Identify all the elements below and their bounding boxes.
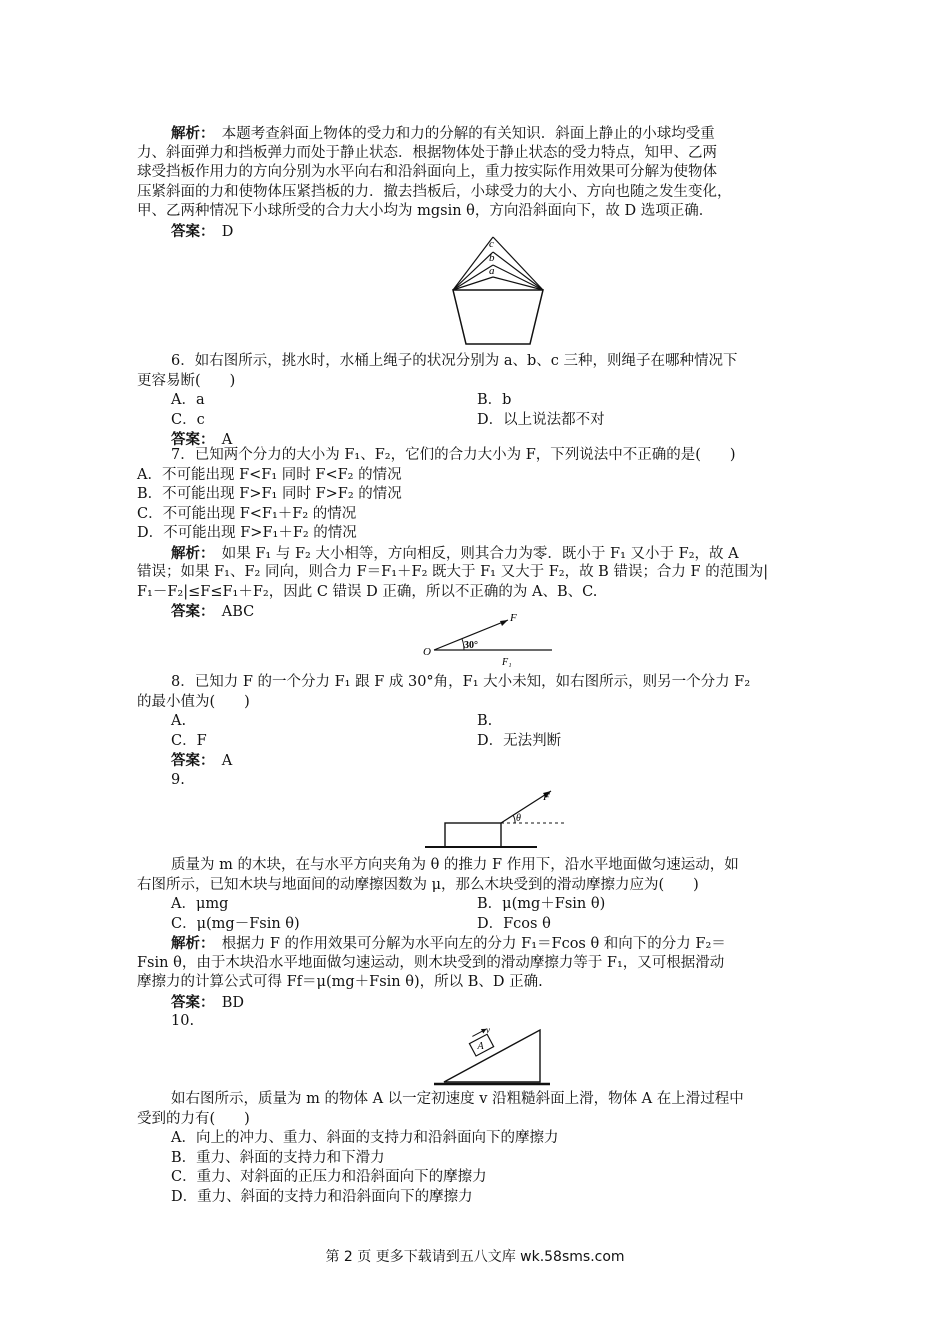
q7-stem: 7．已知两个分力的大小为 F₁、F₂，它们的合力大小为 F，下列说法中不正确的是( )	[171, 447, 736, 463]
q7-question	[137, 446, 817, 622]
push-angle-label: θ	[516, 813, 521, 824]
q10-option-a: A．向上的冲力、重力、斜面的支持力和沿斜面向下的摩擦力	[171, 1130, 559, 1146]
answer-value: BD	[221, 994, 245, 1011]
q9-analysis-line-3: 摩擦力的计算公式可得 Ff＝μ(mg＋Fsin θ)，所以 B、D 正确.	[137, 974, 543, 990]
q9-answer	[137, 993, 817, 1013]
q7-analysis-line-2: 错误；如果 F₁、F₂ 同向，则合力 F＝F₁＋F₂ 既大于 F₁ 又大于 F₂，故 B 错误；合力 F 的范围为|	[137, 564, 769, 580]
answer-value: ABC	[221, 604, 255, 620]
q10-stem-line-1: 如右图所示，质量为 m 的物体 A 以一定初速度 v 沿粗糙斜面上滑，物体 A 在上滑过程中	[171, 1091, 744, 1107]
q9-option-d: D．Fcos θ	[477, 915, 551, 932]
rope-label-a: a	[489, 265, 495, 277]
q6-options-row-2	[137, 411, 817, 431]
q9-number: 9.	[171, 771, 185, 788]
answer-label: 答案：	[171, 993, 208, 1011]
q10-option-b: B．重力、斜面的支持力和下滑力	[171, 1149, 385, 1166]
angle-label: 30°	[464, 640, 478, 651]
q5-analysis-line-2: 力、斜面弹力和挡板弹力而处于静止状态．根据物体处于静止状态的受力特点，知甲、乙两	[137, 144, 717, 161]
rope-label-b: b	[489, 252, 495, 264]
q7-option-d: D．不可能出现 F>F₁＋F₂ 的情况	[137, 525, 357, 541]
q9-option-c: C．μ(mg－Fsin θ)	[171, 915, 300, 932]
answer-value: A	[221, 753, 233, 769]
q8-stem-line-2: 的最小值为( )	[137, 693, 250, 710]
q6-option-a: A．a	[171, 392, 205, 408]
answer-value: D	[221, 223, 234, 240]
q10-number: 10.	[171, 1013, 195, 1029]
q8-option-c: C．F	[171, 732, 207, 749]
q9-option-b: B．μ(mg＋Fsin θ)	[477, 896, 606, 912]
incline-figure	[432, 1022, 552, 1088]
q6-options-row-1	[137, 391, 817, 411]
analysis-label: 解析：	[171, 935, 208, 952]
q10-option-d: D．重力、斜面的支持力和沿斜面向下的摩擦力	[171, 1188, 473, 1205]
q10-stem-line-2: 受到的力有( )	[137, 1110, 250, 1127]
answer-label: 答案：	[171, 222, 208, 240]
answer-label: 答案：	[171, 752, 208, 769]
q5-analysis-line-5: 甲、乙两种情况下小球所受的合力大小均为 mgsin θ，方向沿斜面向下，故 D 选项正确．	[137, 203, 714, 219]
q6-option-d: D．以上说法都不对	[477, 411, 605, 428]
q6-stem-line-1: 6．如右图所示，挑水时，水桶上绳子的状况分别为 a、b、c 三种，则绳子在哪种情况下	[171, 353, 738, 369]
q8-option-d: D．无法判断	[477, 732, 562, 749]
page-footer: 第 2 页 更多下载请到五八文库 wk.58sms.com	[325, 1249, 625, 1265]
q10-option-c: C．重力、对斜面的正压力和沿斜面向下的摩擦力	[171, 1169, 487, 1185]
q9-stem-line-2: 右图所示，已知木块与地面间的动摩擦因数为 μ，那么木块受到的滑动摩擦力应为( )	[137, 876, 699, 893]
q8-stem-line-1: 8．已知力 F 的一个分力 F₁ 跟 F 成 30°角，F₁ 大小未知，如右图所示，则另一个分力 F₂	[171, 674, 751, 690]
q9-analysis-line-2: Fsin θ，由于木块沿水平地面做匀速运动，则木块受到的滑动摩擦力等于 F₁，又可根据滑动	[137, 954, 725, 971]
q9-question	[137, 856, 817, 1032]
q7-option-a: A．不可能出现 F<F₁ 同时 F<F₂ 的情况	[137, 466, 402, 483]
q7-analysis-line-3: F₁－F₂|≤F≤F₁＋F₂，因此 C 错误 D 正确，所以不正确的为 A、B、C.	[137, 583, 598, 600]
component-label-f1: F₁	[502, 657, 512, 668]
q9-options-row-2	[137, 915, 817, 935]
origin-label-o: O	[423, 646, 431, 658]
q5-analysis-line-3: 球受挡板作用力的方向分别为水平向右和沿斜面向上，重力按实际作用效果可分解为使物体	[137, 164, 717, 180]
q8-options-row-2	[137, 732, 817, 752]
q10-question	[137, 1090, 817, 1207]
q8-options-row-1	[137, 712, 817, 732]
push-force-label: F	[543, 791, 550, 803]
q6-stem-line-2: 更容易断( )	[137, 372, 236, 389]
q6-question	[137, 352, 817, 450]
q6-option-c: C．c	[171, 411, 205, 428]
block-label-a: A	[477, 1041, 484, 1053]
q7-option-b: B．不可能出现 F>F₁ 同时 F>F₂ 的情况	[137, 486, 402, 502]
force-label-f: F	[510, 612, 517, 624]
answer-label: 答案：	[171, 603, 208, 620]
q5-analysis	[137, 124, 817, 241]
q8-option-a: A.	[171, 713, 187, 729]
q9-analysis-line-1: 解析： 根据力 F 的作用效果可分解为水平向左的分力 F₁＝Fcos θ 和向下的分力 F₂＝	[171, 935, 726, 952]
q9-stem-line-1: 质量为 m 的木块，在与水平方向夹角为 θ 的推力 F 作用下，沿水平地面做匀速运动，如	[171, 857, 739, 873]
q7-option-c: C．不可能出现 F<F₁＋F₂ 的情况	[137, 505, 357, 522]
q5-analysis-line-4: 压紧斜面的力和使物体压紧挡板的力．撤去挡板后，小球受力的大小、方向也随之发生变化，	[137, 183, 732, 200]
q7-analysis-line-1: 解析： 如果 F₁ 与 F₂ 大小相等，方向相反，则其合力为零．既小于 F₁ 又小于 F₂，故 A	[171, 544, 739, 562]
bucket-rope-figure	[448, 232, 548, 350]
answer-label: 答案：	[171, 431, 208, 448]
q8-answer	[137, 751, 817, 771]
analysis-label: 解析：	[171, 544, 208, 562]
analysis-label: 解析：	[171, 125, 208, 142]
q9-option-a: A．μmg	[171, 896, 229, 912]
q8-option-b: B.	[477, 713, 493, 729]
q6-option-b: B．b	[477, 392, 512, 408]
rope-label-c: c	[489, 238, 494, 250]
q8-question	[137, 673, 817, 790]
velocity-label-v: v	[486, 1025, 490, 1035]
q9-options-row-1	[137, 895, 817, 915]
q5-analysis-line-1: 解析： 本题考查斜面上物体的受力和力的分解的有关知识．斜面上静止的小球均受重	[171, 125, 715, 142]
answer-value: A	[221, 432, 233, 448]
force-angle-figure	[420, 608, 560, 670]
block-push-figure	[425, 785, 575, 853]
